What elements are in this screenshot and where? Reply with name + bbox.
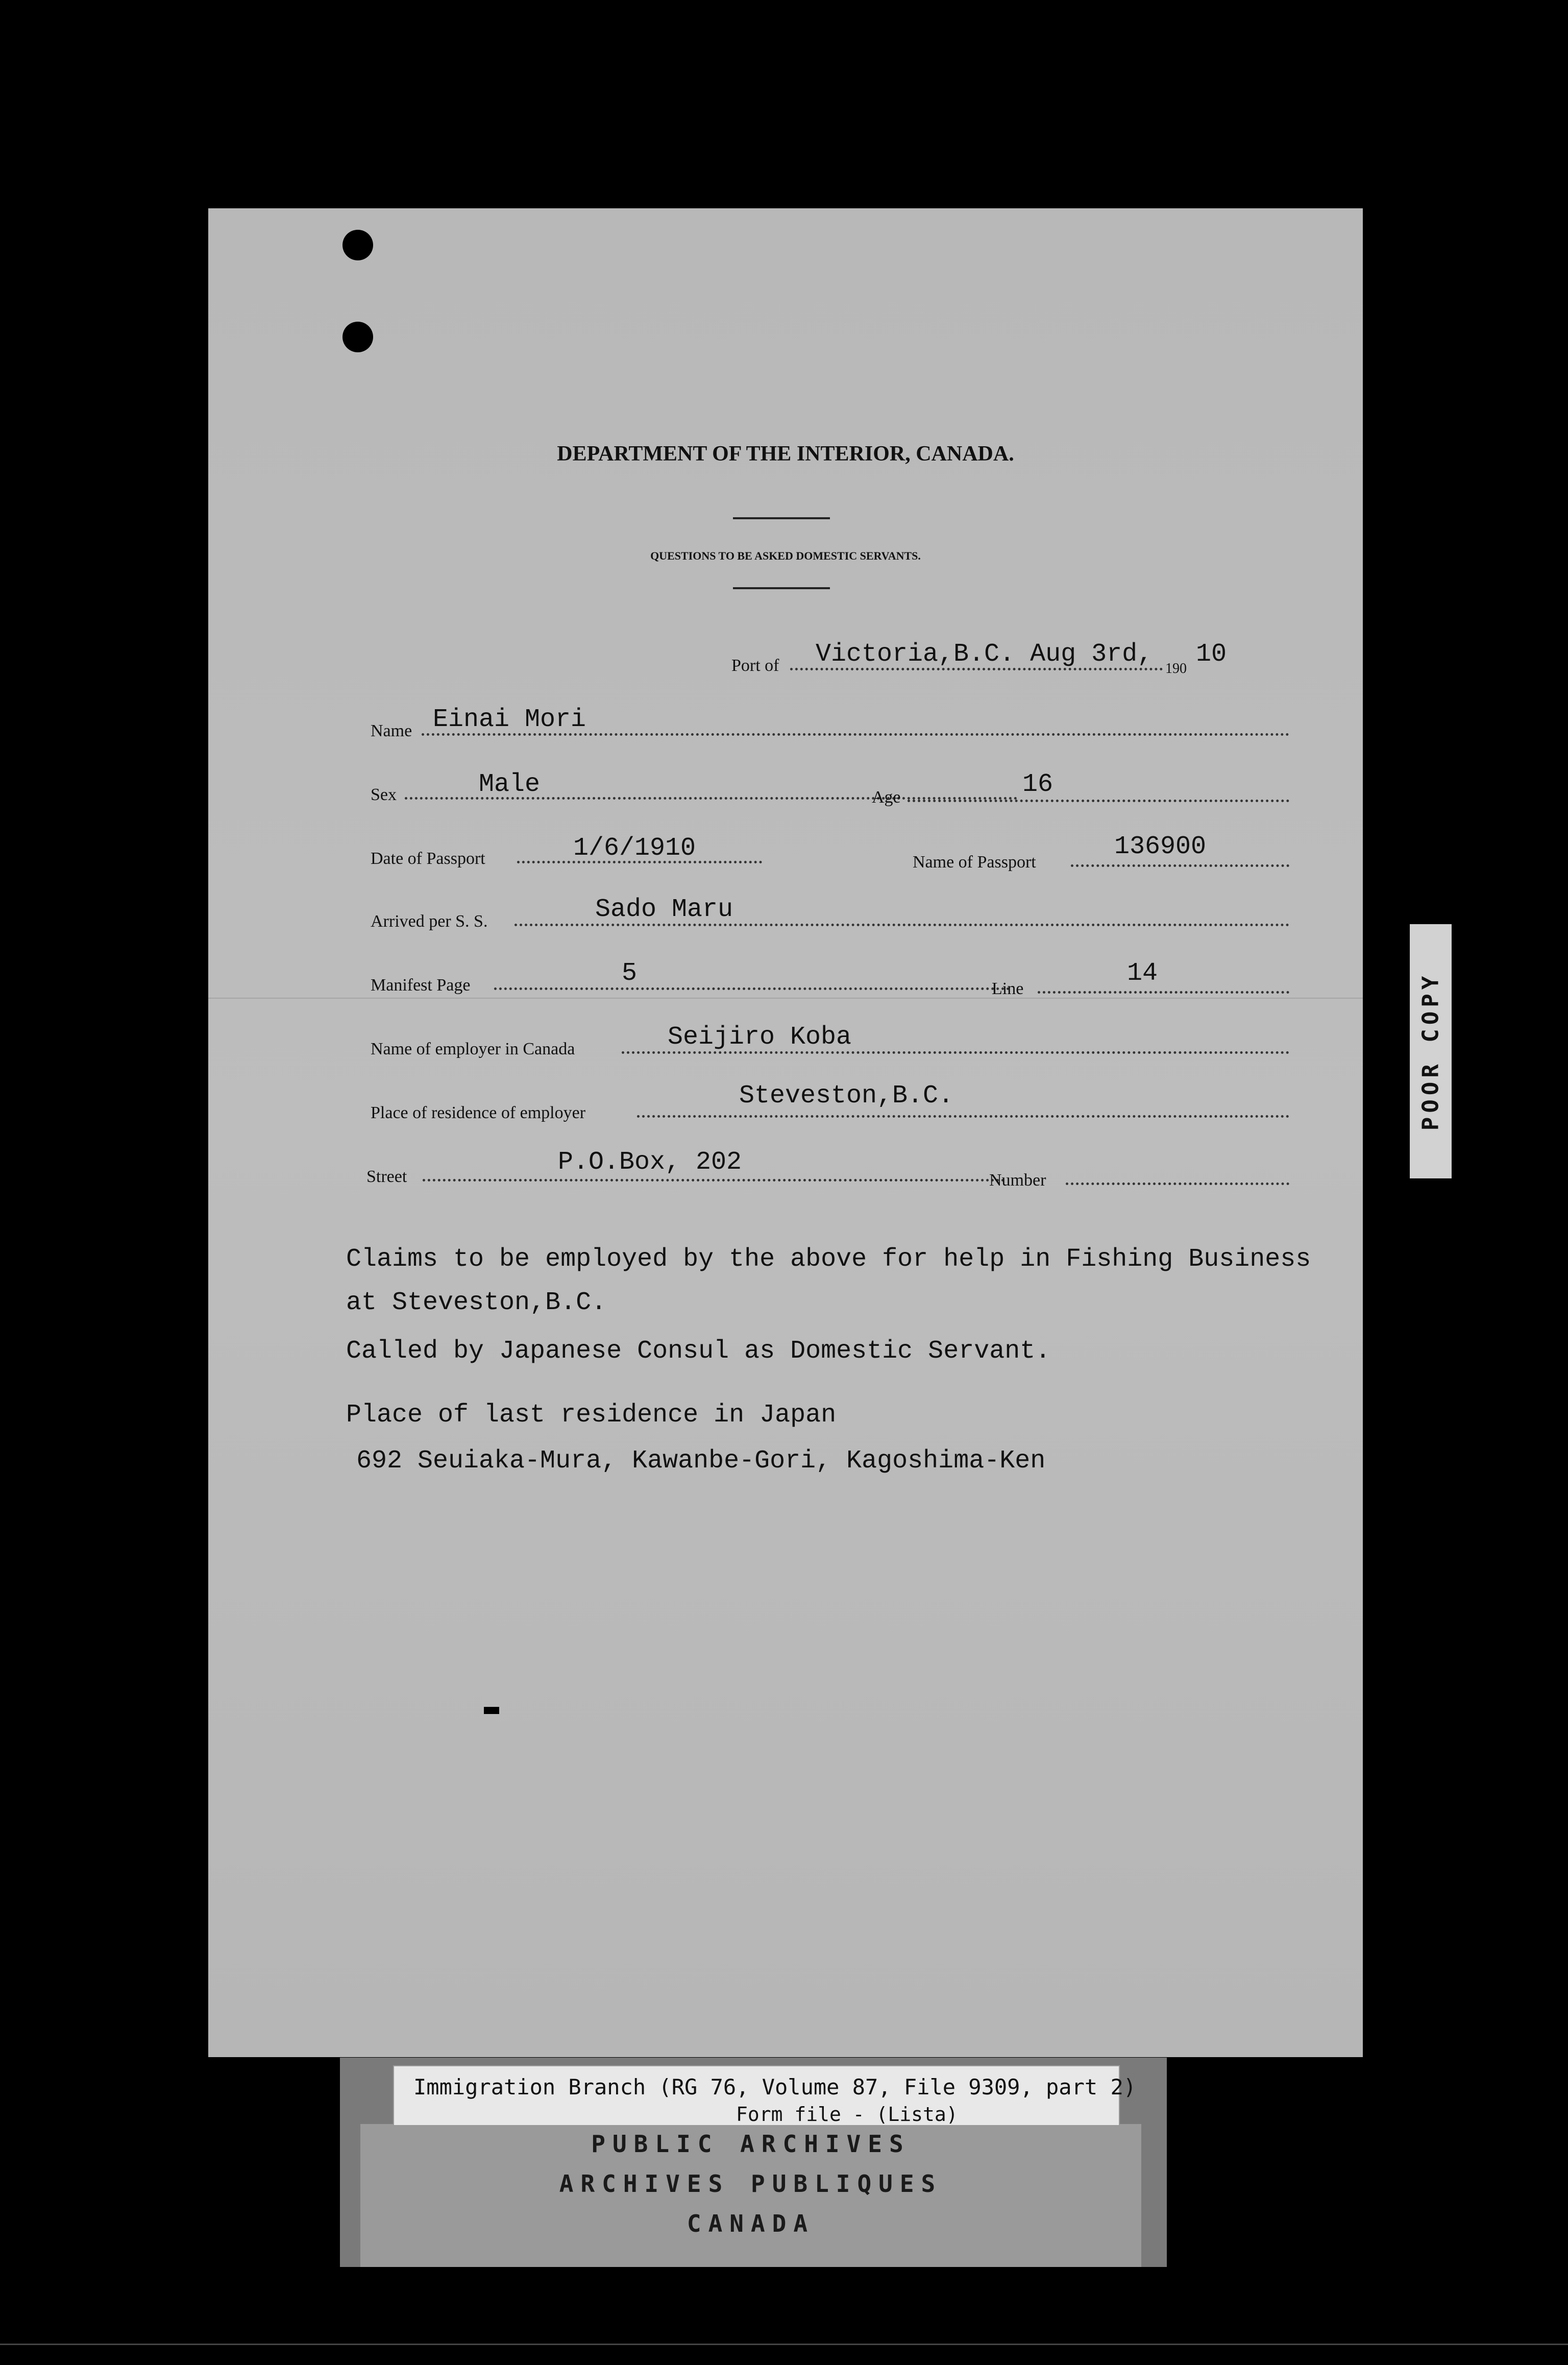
manifest-page-value: 5	[622, 959, 638, 988]
archive-reference-card	[393, 2065, 1137, 2126]
employer-residence-dots	[637, 1115, 1289, 1118]
stamp-line-3: CANADA	[687, 2210, 815, 2237]
sex-label: Sex	[371, 785, 397, 804]
note-line-4: Place of last residence in Japan	[346, 1401, 837, 1430]
employer-residence-label: Place of residence of employer	[371, 1103, 586, 1122]
stamp-line-2: ARCHIVES PUBLIQUES	[559, 2170, 943, 2198]
sex-value: Male	[479, 770, 541, 799]
line-value: 14	[1127, 959, 1158, 988]
bottom-edge-line	[0, 2344, 1568, 2345]
century-label: 190	[1165, 661, 1187, 677]
street-label: Street	[366, 1167, 407, 1186]
arrived-per-value: Sado Maru	[595, 895, 733, 924]
heading-rule-bottom	[733, 587, 830, 589]
note-line-1: Claims to be employed by the above for help in Fishing Business	[346, 1245, 1311, 1274]
poor-copy-text: POOR COPY	[1417, 972, 1444, 1131]
age-dots	[908, 800, 1289, 802]
note-line-5: 692 Seuiaka-Mura, Kawanbe-Gori, Kagoshima-Ken	[356, 1446, 1046, 1476]
port-label: Port of	[731, 656, 779, 675]
line-label: Line	[992, 979, 1024, 998]
employer-name-value: Seijiro Koba	[668, 1023, 852, 1052]
stamp-line-1: PUBLIC ARCHIVES	[591, 2130, 911, 2158]
line-dots	[1038, 991, 1289, 994]
number-label: Number	[989, 1171, 1046, 1190]
manifest-page-dots	[494, 987, 1010, 990]
name-of-passport-dots	[1071, 864, 1289, 867]
punch-hole-bottom	[342, 322, 373, 352]
fold-line	[208, 998, 1363, 999]
note-line-3: Called by Japanese Consul as Domestic Servant.	[346, 1337, 1051, 1366]
employer-name-label: Name of employer in Canada	[371, 1040, 575, 1058]
age-label: Age	[872, 788, 901, 807]
year-value: 10	[1196, 640, 1227, 669]
archive-reference: Immigration Branch (RG 76, Volume 87, File 9309, part 2)	[413, 2074, 1137, 2099]
port-value: Victoria,B.C. Aug 3rd,	[816, 640, 1153, 669]
employer-residence-value: Steveston,B.C.	[739, 1081, 954, 1111]
manifest-page-label: Manifest Page	[371, 976, 471, 995]
poor-copy-tab	[1410, 924, 1452, 1178]
date-of-passport-label: Date of Passport	[371, 849, 485, 868]
document-page	[208, 208, 1363, 2057]
archive-form-file: Form file - (Lista)	[736, 2103, 958, 2126]
note-line-2: at Steveston,B.C.	[346, 1288, 607, 1317]
ink-mark	[484, 1707, 499, 1714]
name-label: Name	[371, 721, 412, 740]
date-of-passport-value: 1/6/1910	[573, 834, 696, 863]
arrived-per-label: Arrived per S. S.	[371, 912, 488, 931]
age-value: 16	[1022, 770, 1054, 799]
name-of-passport-label: Name of Passport	[913, 853, 1036, 872]
name-value: Einai Mori	[433, 705, 586, 734]
name-of-passport-value: 136900	[1114, 832, 1207, 861]
number-dots	[1066, 1182, 1289, 1185]
street-value: P.O.Box, 202	[558, 1148, 742, 1177]
archive-stamp-band	[360, 2124, 1141, 2267]
punch-hole-top	[342, 230, 373, 260]
form-subtitle: QUESTIONS TO BE ASKED DOMESTIC SERVANTS.	[650, 549, 921, 562]
heading-rule-top	[733, 517, 830, 519]
department-heading: DEPARTMENT OF THE INTERIOR, CANADA.	[557, 442, 1014, 466]
street-dots	[423, 1179, 1004, 1181]
